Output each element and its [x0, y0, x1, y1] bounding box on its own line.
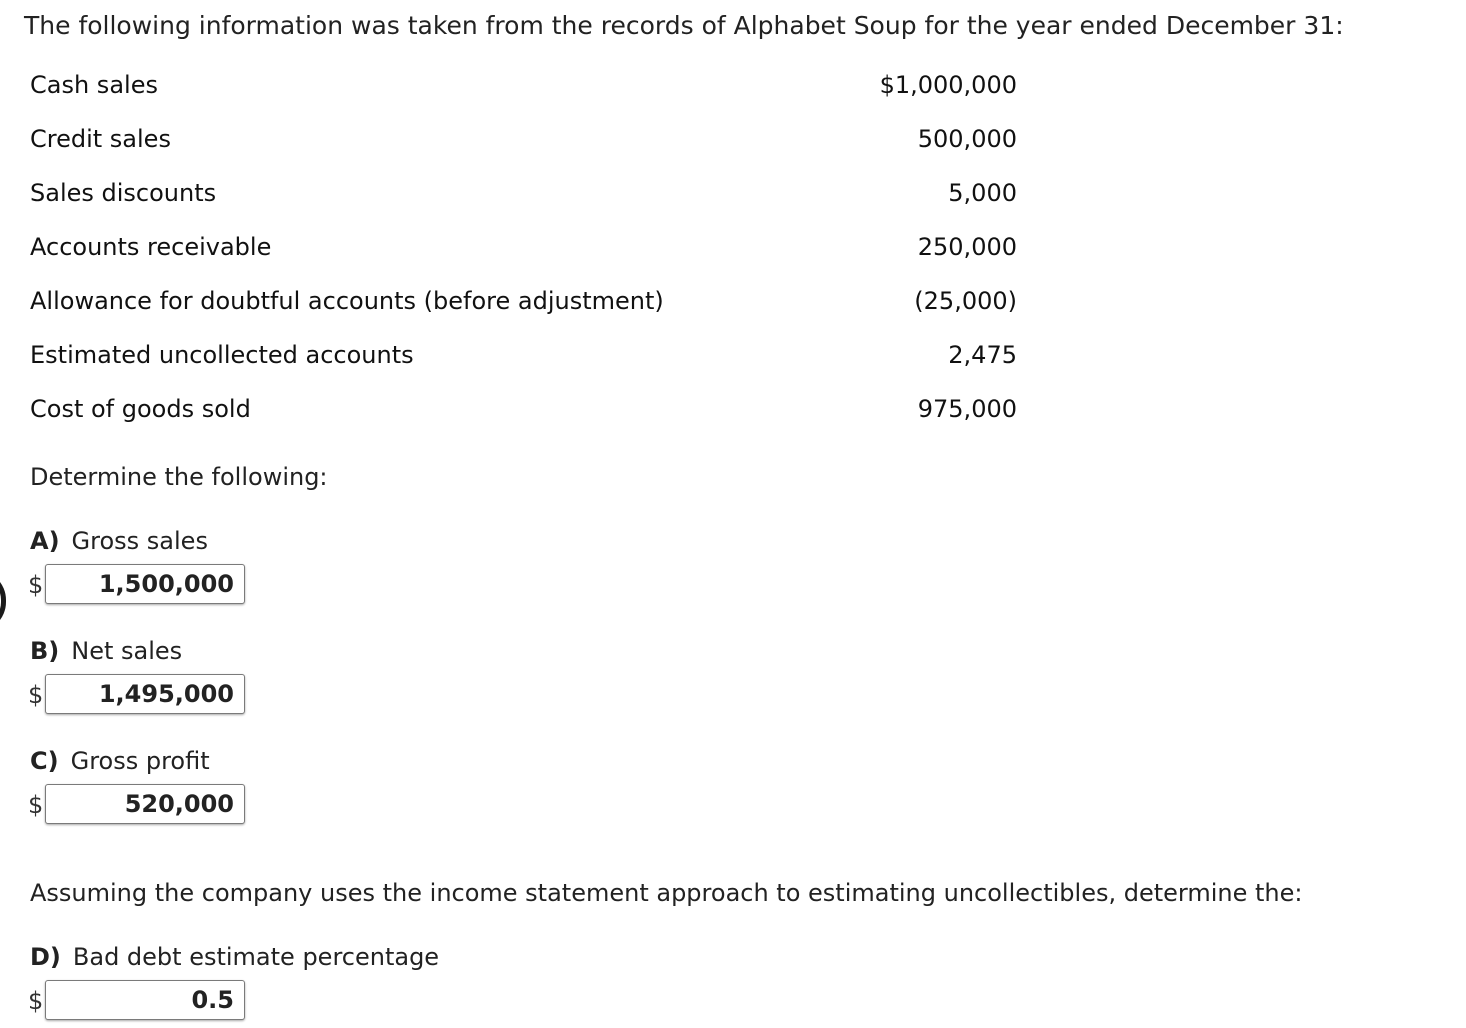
- net-sales-value: 1,495,000: [98, 680, 234, 708]
- gross-profit-value: 520,000: [124, 790, 234, 818]
- record-value-estimated-uncollected: 2,475: [948, 341, 1017, 369]
- net-sales-input[interactable]: [45, 674, 245, 714]
- question-a-currency: $: [28, 571, 44, 599]
- question-c-currency: $: [28, 791, 44, 819]
- record-label-credit-sales: Credit sales: [30, 125, 171, 153]
- question-b-text: Net sales: [71, 637, 183, 665]
- determine-prompt: Determine the following:: [30, 463, 328, 491]
- bad-debt-percentage-value: 0.5: [191, 986, 234, 1014]
- record-value-cash-sales: $1,000,000: [879, 71, 1017, 99]
- record-value-cogs: 975,000: [917, 395, 1017, 423]
- record-label-estimated-uncollected: Estimated uncollected accounts: [30, 341, 414, 369]
- record-value-sales-discounts: 5,000: [948, 179, 1017, 207]
- gross-sales-value: 1,500,000: [98, 570, 234, 598]
- question-d-label: [30, 942, 439, 972]
- question-c-letter: C): [30, 747, 59, 775]
- question-c-text: Gross profit: [70, 747, 210, 775]
- assumption-prompt: Assuming the company uses the income statement approach to estimating uncollectibles, determine the:: [30, 879, 1303, 907]
- question-c-label: [30, 746, 210, 776]
- question-d-letter: D): [30, 943, 61, 971]
- gross-sales-input[interactable]: [45, 564, 245, 604]
- question-d-text: Bad debt estimate percentage: [72, 943, 440, 971]
- record-value-allowance-doubtful: (25,000): [914, 287, 1017, 315]
- record-value-accounts-receivable: 250,000: [917, 233, 1017, 261]
- record-label-accounts-receivable: Accounts receivable: [30, 233, 272, 261]
- record-label-sales-discounts: Sales discounts: [30, 179, 217, 207]
- record-label-cash-sales: Cash sales: [30, 71, 158, 99]
- problem-intro: The following information was taken from the records of Alphabet Soup for the year ended December 31:: [24, 11, 1344, 40]
- question-b-label: [30, 636, 182, 666]
- record-label-allowance-doubtful: Allowance for doubtful accounts (before adjustment): [30, 287, 664, 315]
- gross-profit-input[interactable]: [45, 784, 245, 824]
- question-d-currency: $: [28, 987, 44, 1015]
- question-a-letter: A): [30, 527, 60, 555]
- edge-bracket-mark: [0, 570, 6, 632]
- question-b-currency: $: [28, 681, 44, 709]
- bad-debt-percentage-input[interactable]: [45, 980, 245, 1020]
- question-a-label: [30, 526, 208, 556]
- question-a-text: Gross sales: [71, 527, 208, 555]
- record-label-cogs: Cost of goods sold: [30, 395, 251, 423]
- record-value-credit-sales: 500,000: [917, 125, 1017, 153]
- question-b-letter: B): [30, 637, 60, 665]
